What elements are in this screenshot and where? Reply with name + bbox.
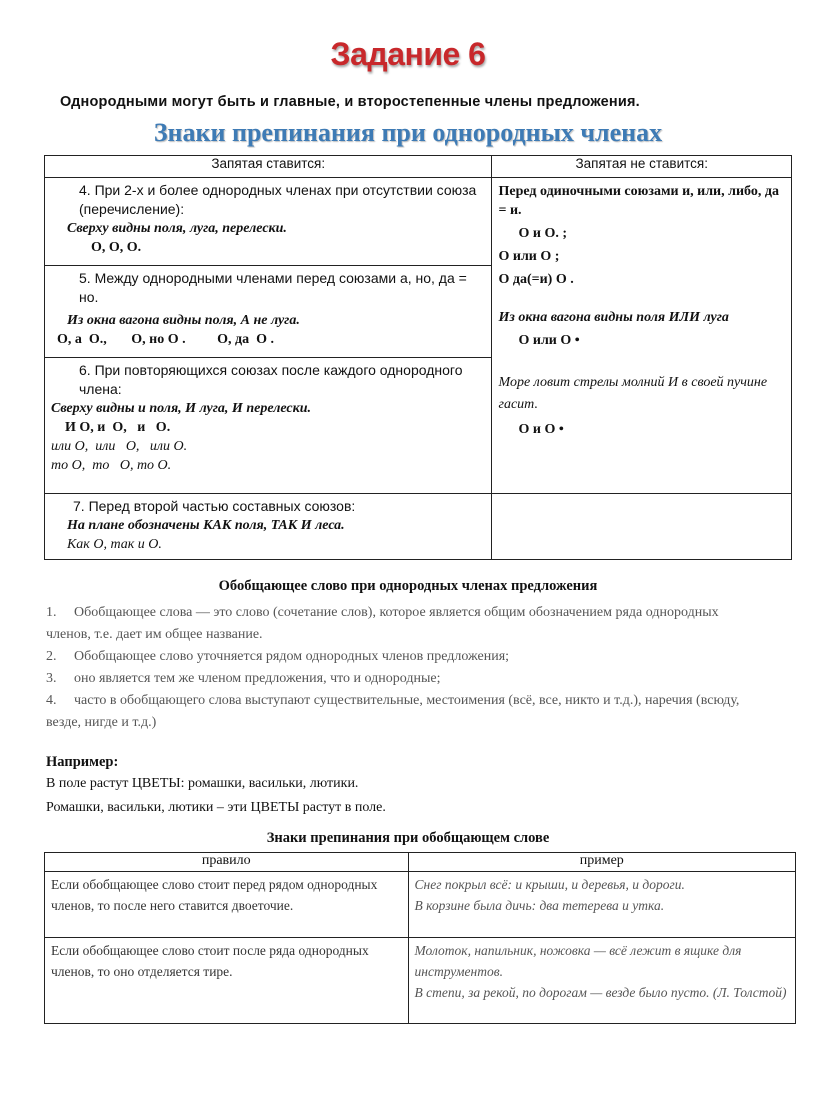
- rule-scheme: О, О, О.: [91, 240, 142, 255]
- general-word-list: [46, 602, 746, 734]
- rule-text: 4. При 2-х и более однородных членах при отсутствии союза (перечисление):: [79, 182, 477, 217]
- no-comma-scheme-2: О или О ;: [498, 249, 560, 264]
- rule-scheme: или О, или О, или О.: [51, 439, 188, 454]
- rule-example: Сверху видны и поля, И луга, И перелески.: [51, 401, 311, 416]
- no-comma-scheme-example-1: О или О •: [518, 333, 580, 348]
- example-line: В корзине была дичь: два тетерева и утка.: [414, 898, 665, 913]
- list-item: 3. оно является тем же членом предложения, что и однородные;: [46, 671, 441, 686]
- page-title: Задание 6: [330, 36, 486, 72]
- rule-scheme: И О, и О, и О.: [65, 420, 171, 435]
- header-example: пример: [408, 853, 796, 872]
- rule-cell-5: [45, 266, 492, 358]
- no-comma-example-2: Море ловит стрелы молний И в своей пучине гасит.: [498, 375, 768, 412]
- example-line-1: В поле растут ЦВЕТЫ: ромашки, васильки, лютики.: [46, 776, 359, 791]
- rule-cell-6: [45, 358, 492, 494]
- rule-scheme: то О, то О, то О.: [51, 458, 172, 473]
- no-comma-cell: [492, 178, 792, 494]
- rule-text: 5. Между однородными членами перед союзами а, но, да = но.: [79, 270, 467, 305]
- section-subtitle: Знаки препинания при однородных членах: [153, 118, 663, 147]
- rule-text: 6. При повторяющихся союзах после каждого однородного члена:: [79, 362, 463, 397]
- example-line-2: Ромашки, васильки, лютики – эти ЦВЕТЫ растут в поле.: [46, 800, 386, 815]
- rule-example: На плане обозначены КАК поля, ТАК И леса.: [67, 518, 345, 533]
- header-comma-not-used: Запятая не ставится:: [492, 156, 792, 178]
- example-line: Молоток, напильник, ножовка — всё лежит в ящике для инструментов.: [414, 943, 742, 979]
- rule-example: Сверху видны поля, луга, перелески.: [67, 221, 287, 236]
- rule-text: 7. Перед второй частью составных союзов:: [73, 498, 356, 514]
- no-comma-scheme-3: О да(=и) О .: [498, 272, 574, 287]
- punctuation-table: [44, 155, 792, 560]
- intro-text: Однородными могут быть и главные, и второстепенные члены предложения.: [60, 94, 640, 110]
- rule-after: Если обобщающее слово стоит после ряда однородных членов, то оно отделяется тире.: [45, 938, 409, 1024]
- rule-before: Если обобщающее слово стоит перед рядом однородных членов, то после него ставится двоеточие.: [45, 872, 409, 938]
- no-comma-scheme-example-2: О и О •: [518, 422, 564, 437]
- rule-example: Из окна вагона видны поля, А не луга.: [67, 313, 300, 328]
- general-word-table: [44, 852, 796, 1024]
- example-after: [408, 938, 796, 1024]
- example-line: В степи, за рекой, по дорогам — везде было пусто. (Л. Толстой): [414, 985, 787, 1000]
- no-comma-scheme-1: О и О. ;: [518, 226, 567, 241]
- table2-title: Знаки препинания при обобщающем слове: [266, 830, 550, 846]
- no-comma-rule: Перед одиночными союзами и, или, либо, да = и.: [498, 184, 779, 218]
- example-line: Снег покрыл всё: и крыши, и деревья, и дороги.: [414, 877, 685, 892]
- list-item: 4. часто в обобщающего слова выступают существительные, местоимения (всё, все, никто и т.д.), наречия (всюду, везде, нигде и т.д.): [46, 693, 740, 730]
- list-item: 1. Обобщающее слова — это слово (сочетание слов), которое является общим обозначением ряда однородных членов, т.е. дает им общее название.: [46, 605, 719, 642]
- example-before: [408, 872, 796, 938]
- no-comma-example-1: Из окна вагона видны поля ИЛИ луга: [498, 310, 729, 325]
- general-word-title: Обобщающее слово при однородных членах предложения: [218, 578, 598, 594]
- rule-cell-4: [45, 178, 492, 266]
- empty-cell: [492, 494, 792, 560]
- example-heading: Например:: [46, 754, 119, 770]
- list-item: 2. Обобщающее слово уточняется рядом однородных членов предложения;: [46, 649, 510, 664]
- header-rule: правило: [45, 853, 409, 872]
- rule-scheme: О, а О., О, но О . О, да О .: [57, 332, 274, 347]
- rule-scheme: Как О, так и О.: [67, 537, 162, 552]
- header-comma-used: Запятая ставится:: [45, 156, 492, 178]
- rule-cell-7: [45, 494, 492, 560]
